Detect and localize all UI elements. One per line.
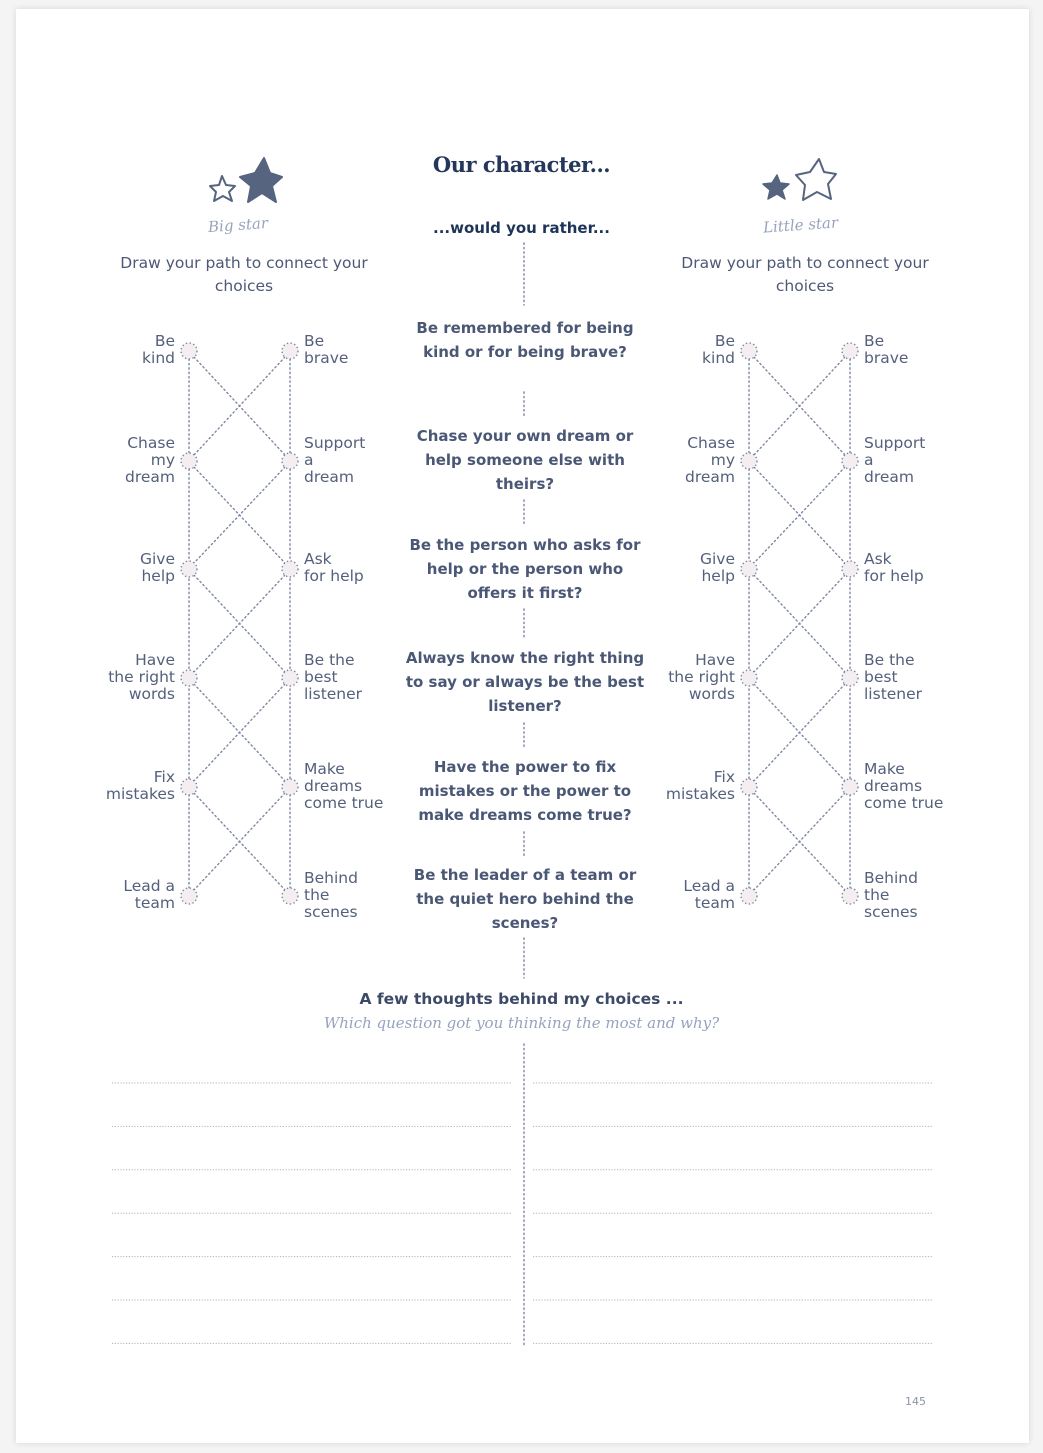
choice-label-left: Fix mistakes <box>665 768 735 803</box>
choice-label-left: Chase my dream <box>124 433 175 486</box>
left-path-grid <box>181 343 298 904</box>
choice-node-left[interactable] <box>181 670 197 686</box>
question-2: Chase your own dream or help someone else with theirs? <box>416 427 634 493</box>
right-instruction: Draw your path to connect your choices <box>681 254 929 295</box>
thoughts-title: A few thoughts behind my choices ... <box>359 990 684 1008</box>
diagonal-path <box>754 684 845 781</box>
diagonal-path <box>754 357 845 455</box>
choice-node-left[interactable] <box>181 453 197 469</box>
choice-label-right: Make dreams come true <box>864 759 944 812</box>
choice-label-right: Support a dream <box>864 433 926 486</box>
choice-node-left[interactable] <box>181 779 197 795</box>
choice-node-right[interactable] <box>842 670 858 686</box>
page-title: Our character... <box>432 152 611 177</box>
choice-label-left: Have the right words <box>668 650 735 703</box>
choice-node-left[interactable] <box>181 561 197 577</box>
choice-label-right: Support a dream <box>304 433 366 486</box>
choice-node-left[interactable] <box>741 343 757 359</box>
question-6: Be the leader of a team or the quiet hero behind the scenes? <box>413 866 637 932</box>
choice-label-left: Lead a team <box>123 877 175 912</box>
question-1: Be remembered for being kind or for being brave? <box>416 319 634 361</box>
diagonal-path <box>194 357 285 455</box>
choice-node-right[interactable] <box>842 561 858 577</box>
choice-label-right: Be the best listener <box>304 650 363 703</box>
choice-node-right[interactable] <box>842 343 858 359</box>
page-subtitle: ...would you rather... <box>433 219 610 237</box>
choice-node-left[interactable] <box>741 453 757 469</box>
diagonal-path <box>194 575 285 672</box>
right-path-grid <box>741 343 858 904</box>
choice-node-right[interactable] <box>842 779 858 795</box>
choice-node-left[interactable] <box>741 779 757 795</box>
choice-label-right: Be brave <box>864 332 909 367</box>
diagonal-path <box>194 793 285 890</box>
choice-label-left: Be kind <box>702 332 735 367</box>
thoughts-prompt: Which question got you thinking the most and why? <box>323 1014 720 1032</box>
choice-label-left: Chase my dream <box>684 433 735 486</box>
page-number: 145 <box>905 1395 926 1408</box>
choice-node-left[interactable] <box>741 888 757 904</box>
big-star-caption: Big star <box>207 213 269 237</box>
choice-node-left[interactable] <box>181 888 197 904</box>
choice-node-left[interactable] <box>741 670 757 686</box>
choice-node-right[interactable] <box>282 888 298 904</box>
choice-label-right: Ask for help <box>304 550 364 585</box>
choice-node-right[interactable] <box>282 343 298 359</box>
choice-label-left: Fix mistakes <box>105 768 175 803</box>
question-4: Always know the right thing to say or always be the best listener? <box>405 649 645 715</box>
choice-label-left: Be kind <box>142 332 175 367</box>
left-instruction: Draw your path to connect your choices <box>120 254 368 295</box>
choice-node-left[interactable] <box>741 561 757 577</box>
choice-label-left: Give help <box>699 550 735 585</box>
diagonal-path <box>194 684 285 781</box>
choice-node-right[interactable] <box>282 453 298 469</box>
choice-node-left[interactable] <box>181 343 197 359</box>
little-star-caption: Little star <box>762 213 839 237</box>
choice-node-right[interactable] <box>842 888 858 904</box>
diagonal-path <box>754 575 845 672</box>
choice-node-right[interactable] <box>282 779 298 795</box>
diagonal-path <box>754 793 845 890</box>
choice-label-right: Be brave <box>304 332 349 367</box>
choice-node-right[interactable] <box>282 670 298 686</box>
choice-label-left: Give help <box>139 550 175 585</box>
diagonal-path <box>194 467 285 563</box>
choice-node-right[interactable] <box>842 453 858 469</box>
choice-node-right[interactable] <box>282 561 298 577</box>
choice-label-left: Lead a team <box>683 877 735 912</box>
choice-label-left: Have the right words <box>108 650 175 703</box>
choice-label-right: Behind the scenes <box>864 868 918 921</box>
writing-lines <box>112 1083 932 1343</box>
choice-label-right: Be the best listener <box>864 650 923 703</box>
choice-label-right: Behind the scenes <box>304 868 358 921</box>
question-3: Be the person who asks for help or the person who offers it first? <box>409 536 641 602</box>
question-5: Have the power to fix mistakes or the power to make dreams come true? <box>418 758 632 824</box>
choice-label-right: Ask for help <box>864 550 924 585</box>
choice-label-right: Make dreams come true <box>304 759 384 812</box>
